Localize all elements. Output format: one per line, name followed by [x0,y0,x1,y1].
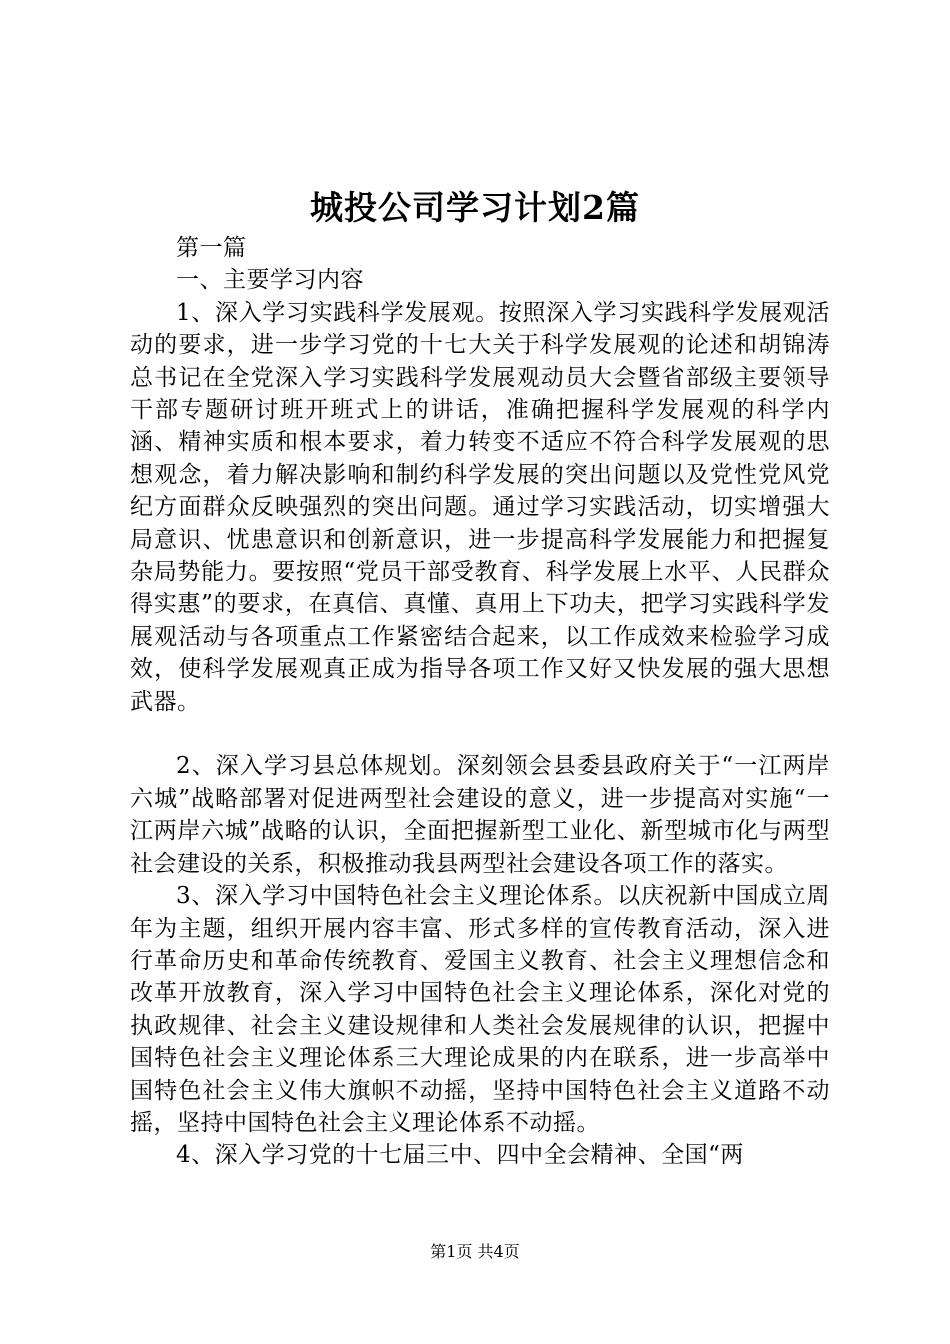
document-body [130,232,830,1172]
paragraph-3: 3、深入学习中国特色社会主义理论体系。以庆祝新中国成立周年为主题，组织开展内容丰富、形式多样的宣传教育活动，深入进行革命历史和革命传统教育、爱国主义教育、社会主义理想信念和改革开放教育，深入学习中国特色社会主义理论体系，深化对党的执政规律、社会主义建设规律和人类社会发展规律的认识，把握中国特色社会主义理论体系三大理论成果的内在联系，进一步高举中国特色社会主义伟大旗帜不动摇，坚持中国特色社会主义道路不动摇，坚持中国特色社会主义理论体系不动摇。 [130,883,830,1136]
paragraph-1: 1、深入学习实践科学发展观。按照深入学习实践科学发展观活动的要求，进一步学习党的十七大关于科学发展观的论述和胡锦涛总书记在全党深入学习实践科学发展观动员大会暨省部级主要领导干部专题研讨班开班式上的讲话，准确把握科学发展观的科学内涵、精神实质和根本要求，着力转变不适应不符合科学发展观的思想观念，着力解决影响和制约科学发展的突出问题以及党性党风党纪方面群众反映强烈的突出问题。通过学习实践活动，切实增强大局意识、忧患意识和创新意识，进一步提高科学发展能力和把握复杂局势能力。要按照“党员干部受教育、科学发展上水平、人民群众得实惠”的要求，在真信、真懂、真用上下功夫，把学习实践科学发展观活动与各项重点工作紧密结合起来，以工作成效来检验学习成效，使科学发展观真正成为指导各项工作又好又快发展的强大思想武器。 [130,299,830,715]
part-heading: 第一篇 [176,235,247,261]
page-footer: 第1页 共4页 [430,1242,520,1261]
paragraph-4: 4、深入学习党的十七届三中、四中全会精神、全国“两 [176,1142,744,1169]
paragraph-2: 2、深入学习县总体规划。深刻领会县委县政府关于“一江两岸六城”战略部署对促进两型社会建设的意义，进一步提高对实施“一江两岸六城”战略的认识，全面把握新型工业化、新型城市化与两型社会建设的关系，积极推动我县两型社会建设各项工作的落实。 [130,753,830,877]
section-heading: 一、主要学习内容 [176,267,364,294]
document-title: 城投公司学习计划2篇 [310,188,640,227]
paragraph-spacer [130,718,830,750]
